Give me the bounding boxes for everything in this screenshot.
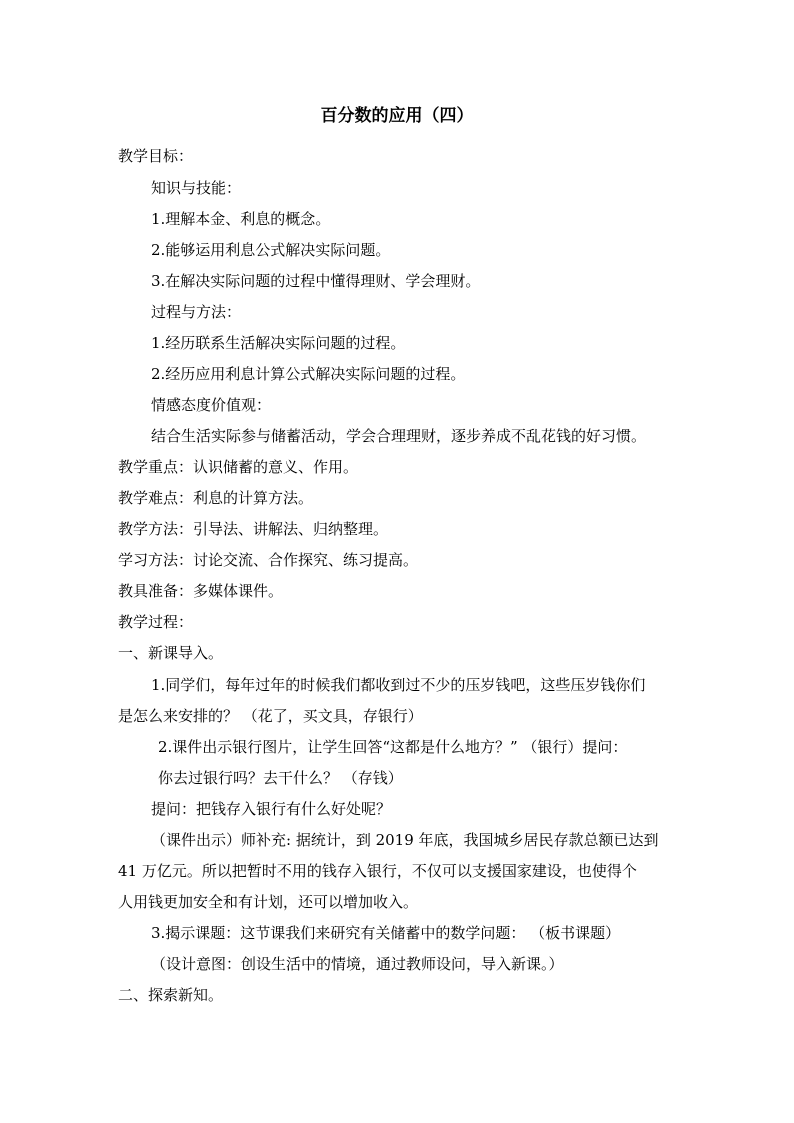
- paragraph-line: 41 万亿元。所以把暂时不用的钱存入银行，不仅可以支援国家建设，也使得个: [118, 862, 637, 880]
- teaching-methods: 教学方法：引导法、讲解法、归纳整理。: [118, 520, 389, 538]
- design-note: （设计意图：创设生活中的情境，通过教师设问，导入新课。）: [151, 955, 564, 973]
- subheading-process-method: 过程与方法：: [151, 303, 242, 321]
- teaching-focus: 教学重点：认识储蓄的意义、作用。: [118, 458, 359, 476]
- teaching-difficulty: 教学难点：利息的计算方法。: [118, 489, 314, 507]
- learning-methods: 学习方法：讨论交流、合作探究、练习提高。: [118, 551, 419, 569]
- paragraph-line: 提问：把钱存入银行有什么好处呢？: [151, 800, 392, 818]
- section-heading-process: 教学过程：: [118, 613, 194, 631]
- objective-item: 2.能够运用利息公式解决实际问题。: [151, 241, 391, 259]
- page-title: 百分数的应用（四）: [320, 106, 474, 126]
- paragraph-line: 是怎么来安排的？ （花了，买文具，存银行）: [118, 707, 423, 725]
- section-heading-explore: 二、探索新知。: [118, 986, 224, 1004]
- paragraph-line: 3.揭示课题：这节课我们来研究有关储蓄中的数学问题： （板书课题）: [151, 924, 621, 942]
- teaching-aids: 教具准备：多媒体课件。: [118, 582, 284, 600]
- paragraph-line: 你去过银行吗？去干什么？ （存钱）: [158, 769, 403, 787]
- objective-item: 1.理解本金、利息的概念。: [151, 210, 331, 228]
- paragraph-line: （课件出示）师补充: 据统计，到 2019 年底，我国城乡居民存款总额已达到: [151, 831, 659, 849]
- objective-item: 结合生活实际参与储蓄活动，学会合理理财，逐步养成不乱花钱的好习惯。: [151, 427, 647, 445]
- subheading-attitude-values: 情感态度价值观：: [151, 396, 272, 414]
- objective-item: 1.经历联系生活解决实际问题的过程。: [151, 334, 406, 352]
- objective-item: 2.经历应用利息计算公式解决实际问题的过程。: [151, 365, 466, 383]
- paragraph-line: 1.同学们，每年过年的时候我们都收到过不少的压岁钱吧，这些压岁钱你们: [151, 676, 646, 694]
- section-heading-intro: 一、新课导入。: [118, 644, 224, 662]
- subheading-knowledge-skills: 知识与技能：: [151, 179, 242, 197]
- paragraph-line: 人用钱更加安全和有计划，还可以增加收入。: [118, 893, 419, 911]
- objective-item: 3.在解决实际问题的过程中懂得理财、学会理财。: [151, 272, 481, 290]
- paragraph-line: 2.课件出示银行图片，让学生回答“这都是什么地方？” （银行）提问：: [158, 738, 628, 756]
- section-heading-objectives: 教学目标：: [118, 147, 194, 165]
